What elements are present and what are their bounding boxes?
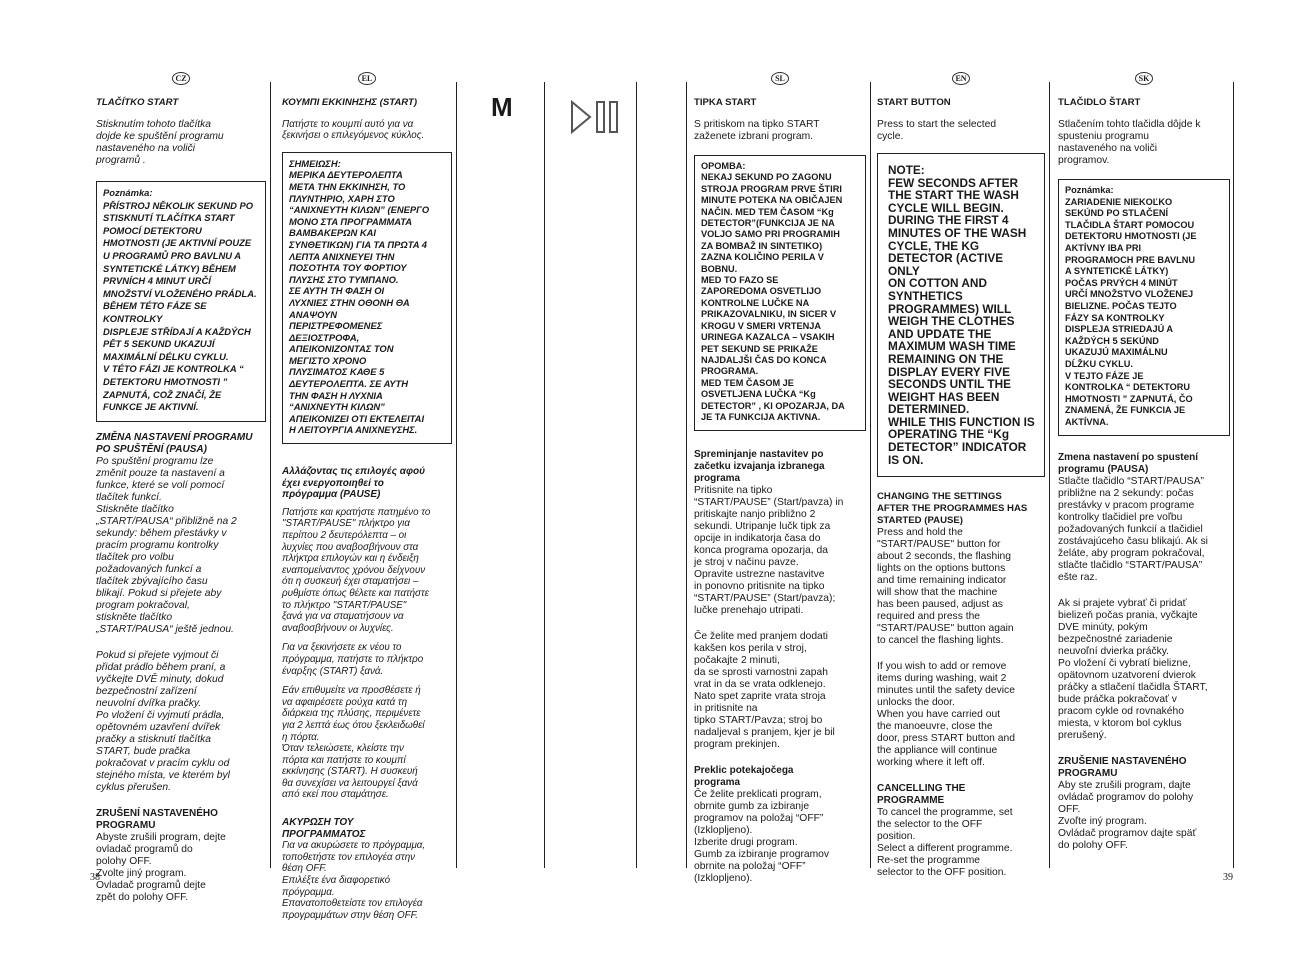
sl-change-text: Pritisnite na tipko “START/PAUSE” (Start/pavza) in pritiskajte nanjo približno 2 sekundi. Utripanje lučk tipk za opcije in indikatorja časa do konca programa opozarja, da je stroj v načinu pavze. Opravite ustrezne nastavitve in ponovno pritisnite na tipko “START/PAUSE” (Start/pavza); lučke prenehajo utripati. — [694, 485, 844, 617]
column-divider — [1233, 82, 1234, 868]
el-cancel-text: Για να ακυρώσετε το πρόγραμμα, τοποθετήστε τον επιλογέα στην θέση OFF. Επιλέξτε ένα διαφορετικό πρόγραμμα. Επανατοποθετείστε τον επιλογέα προγραμμάτων στην θέση OFF. — [282, 840, 426, 921]
sl-change-heading: Spreminjanje nastavitev po začetku izvajanja izbranega programa — [694, 449, 825, 485]
cz-change-heading: ZMĚNA NASTAVENÍ PROGRAMU PO SPUŠTĚNÍ (PAUSA) — [96, 431, 253, 455]
en-remove-text: If you wish to add or remove items during washing, wait 2 minutes until the safety device unlocks the door. When you have carried out the manoeuvre, close the door, press START button and the appliance will continue working where it left off. — [877, 661, 1015, 769]
sk-remove-text: Ak si prajete vybrať či pridať bielizeň počas prania, vyčkajte DVE minúty, pokým bezpečnostné zariadenie neuvoľní dvierka práčky. Po vložení či vybratí bielizne, opätovnom uzatvorení dvierok práčky a stlačení tlačidla ŠTART, bude práčka pokračovať v pracom cykle od rovnakého miesta, v ktorom bol cyklus prerušený. — [1058, 598, 1208, 742]
el-remove-text: Εάν επιθυμείτε να προσθέσετε ή να αφαιρέσετε ρούχα κατά τη διάρκεια της πλύσης, περιμένετε για 2 λεπτά έως ότου ξεκλειδωθεί η πόρτα. Όταν τελειώσετε, κλείστε την πόρτα και πατήστε το κουμπί εκκίνησης (START). Η συσκευή θα συνεχίσει να λειτουργεί ξανά από εκεί που σταμάτησε. — [282, 685, 425, 801]
page-number-right: 39 — [1223, 872, 1233, 883]
sl-intro: S pritiskom na tipko START zaženete izbrani program. — [694, 119, 820, 142]
en-intro: Press to start the selected cycle. — [877, 119, 997, 142]
el-heading: ΚΟΥΜΠΙ ΕΚΚΙΝΗΣΗΣ (START) — [282, 97, 418, 108]
play-pause-icon — [570, 100, 622, 139]
en-heading: START BUTTON — [877, 97, 951, 108]
column-divider — [544, 82, 545, 868]
column-divider — [686, 82, 687, 868]
en-cancel-text: To cancel the programme, set the selector to the OFF position. Select a different programme. Re-set the programme selector to the OFF position. — [877, 807, 1013, 879]
cz-heading: TLAČÍTKO START — [96, 97, 179, 108]
sl-note-box: OPOMBA: NEKAJ SEKUND PO ZAGONU STROJA PROGRAM PRVE ŠTIRI MINUTE POTEKA NA OBIČAJEN NAČIN. MED TEM ČASOM “Kg DETECTOR”(FUNKCIJA JE NA VOLJO SAMO PRI PROGRAMIH ZA BOMBAŽ IN SINTETIKO) ZAZNA KOLIČINO PERILA V BOBNU. MED TO FAZO SE ZAPOREDOMA OSVETLIJO KONTROLNE LUČKE NA PRIKAZOVALNIKU, IN SICER V KROGU V SMERI VRTENJA URINEGA KAZALCA – VSAKIH PET SEKUND SE PRIKAŽE NAJDALJŠI ČAS DO KONCA PROGRAMA. MED TEM ČASOM JE OSVETLJENA LUČKA “Kg DETECTOR” , KI OPOZARJA, DA JE TA FUNKCIJA AKTIVNA. — [694, 155, 866, 431]
el-note-box: ΣΗΜΕΙΩΣΗ: ΜΕΡΙΚΑ ΔΕΥΤΕΡΟΛΕΠΤΑ ΜΕΤΑ ΤΗΝ ΕΚΚΙΝΗΣΗ, ΤΟ ΠΛΥΝΤΗΡΙΟ, ΧΑΡΗ ΣΤΟ “ΑΝΙΧΝΕΥΤΗ ΚΙΛΩΝ” (ΕΝΕΡΓΟ ΜΟΝΟ ΣΤΑ ΠΡΟΓΡΑΜΜΑΤΑ ΒΑΜΒΑΚΕΡΩΝ ΚΑΙ ΣΥΝΘΕΤΙΚΩΝ) ΓΙΑ ΤΑ ΠΡΩΤΑ 4 ΛΕΠΤΑ ΑΝΙΧΝΕΥΕΙ ΤΗΝ ΠΟΣΟΤΗΤΑ ΤΟΥ ΦΟΡΤΙΟΥ ΠΛΥΣΗΣ ΣΤΟ ΤΥΜΠΑΝΟ. ΣΕ ΑΥΤΗ ΤΗ ΦΑΣΗ ΟΙ ΛΥΧΝΙΕΣ ΣΤΗΝ ΟΘΟΝΗ ΘΑ ΑΝΑΨΟΥΝ ΠΕΡΙΣΤΡΕΦΟΜΕΝΕΣ ΔΕΞΙΟΣΤΡΟΦΑ, ΑΠΕΙΚΟΝΙΖΟΝΤΑΣ ΤΟΝ ΜΕΓΙΣΤΟ ΧΡΟΝΟ ΠΛΥΣΙΜΑΤΟΣ ΚΑΘΕ 5 ΔΕΥΤΕΡΟΛΕΠΤΑ. ΣΕ ΑΥΤΗ ΤΗΝ ΦΑΣΗ Η ΛΥΧΝΙΑ “ΑΝΙΧΝΕΥΤΗ ΚΙΛΩΝ” ΑΠΕΙΚΟΝΙΖΕΙ ΟΤΙ ΕΚΤΕΛΕΙΤΑΙ Η ΛΕΙΤΟΥΡΓΙΑ ΑΝΙΧΝΕΥΣΗΣ. — [282, 152, 452, 444]
el-intro: Πατήστε το κουμπί αυτό για να ξεκινήσει ο επιλεγόμενος κύκλος. — [282, 118, 425, 142]
column-divider — [636, 82, 637, 868]
sk-cancel-heading: ZRUŠENIE NASTAVENÉHO PROGRAMU — [1058, 756, 1187, 780]
sl-language-badge: SL — [771, 72, 789, 85]
page-number-left: 38 — [90, 872, 100, 883]
el-column — [282, 72, 452, 929]
sk-intro: Stlačením tohto tlačidla dôjde k spusteniu programu nastaveného na voliči programov. — [1058, 119, 1201, 166]
sk-column — [1058, 72, 1230, 860]
column-divider — [456, 82, 457, 868]
cz-remove-text: Pokud si přejete vyjmout či přidat prádlo během praní, a vyčkejte DVĚ minuty, dokud bezpečnostní zařízení neuvolní dvířka pračky. Po vložení či vyjmutí prádla, opětovném uzavření dvířek pračky a stisknutí tlačítka START, bude pračka pokračovat v pracím cyklu od stejného místa, ve kterém byl cyklus přerušen. — [96, 649, 230, 793]
cz-change-text: Po spuštění programu lze změnit pouze ta nastavení a funkce, které se volí pomocí tlačítek funkcí. Stiskněte tlačítko „START/PAUSA“ přibližně na 2 sekundy: během přestávky v pracím programu kontrolky tlačítek pro volbu požadovaných funkcí a tlačítek zbývajícího času blikají. Pokud si přejete aby program pokračoval, stiskněte tlačítko „START/PAUSA“ ještě jednou. — [96, 455, 237, 635]
en-change-text: Press and hold the "START/PAUSE" button for about 2 seconds, the flashing lights on the options buttons and time remaining indicator will show that the machine has been paused, adjust as required and press the "START/PAUSE" button again to cancel the flashing lights. — [877, 527, 1014, 647]
sl-cancel-heading: Preklic potekajočega programa — [694, 765, 794, 789]
sl-column — [694, 72, 866, 893]
sl-heading: TIPKA START — [694, 97, 757, 108]
sl-cancel-text: Če želite preklicati program, obrnite gumb za izbiranje programov na položaj “OFF” (Izklopljeno). Izberite drugi program. Gumb za izbiranje programov obrnite na položaj “OFF” (Izklopljeno). — [694, 789, 830, 885]
en-language-badge: EN — [952, 72, 970, 85]
el-cancel-heading: ΑΚΥΡΩΣΗ ΤΟΥ ΠΡΟΓΡΑΜΜΑΤΟΣ — [282, 817, 366, 840]
sk-note-box: Poznámka: ZARIADENIE NIEKOĽKO SEKÚND PO STLAČENÍ TLAČIDLA ŠTART POMOCOU DETEKTORU HMOTNOSTI (JE AKTÍVNY IBA PRI PROGRAMOCH PRE BAVLNU A SYNTETICKÉ LÁTKY) POČAS PRVÝCH 4 MINÚT URČÍ MNOŽSTVO VLOŽENEJ BIELIZNE. POČAS TEJTO FÁZY SA KONTROLKY DISPLEJA STRIEDAJÚ A KAŽDÝCH 5 SEKÚND UKAZUJÚ MAXIMÁLNU DĹŽKU CYKLU. V TEJTO FÁZE JE KONTROLKA “ DETEKTORU HMOTNOSTI ” ZAPNUTÁ, ČO ZNAMENÁ, ŽE FUNKCIA JE AKTÍVNA. — [1058, 179, 1230, 436]
el-change-text: Πατήστε και κρατήστε πατημένο το "START/PAUSE" πλήκτρο για περίπου 2 δευτερόλεπτα – οι λυχνίες που αναβοσβήνουν στα πλήκτρα επιλογών και η ένδειξη εναπομείναντος χρόνου δείχνουν ότι η συσκευή έχει σταματήσει – ρυθμίστε όπως θέλετε και πατήστε το πλήκτρο "START/PAUSE" ξανά για να σταματήσουν να αναβοσβήνουν οι λυχνίες. — [282, 506, 431, 634]
el-language-badge: EL — [358, 72, 376, 85]
en-change-heading: CHANGING THE SETTINGS AFTER THE PROGRAMMES HAS STARTED (PAUSE) — [877, 491, 1028, 527]
cz-note-box: Poznámka: PŘÍSTROJ NĚKOLIK SEKUND PO STISKNUTÍ TLAČÍTKA START POMOCÍ DETEKTORU HMOTNOSTI (JE AKTIVNÍ POUZE U PROGRAMŮ PRO BAVLNU A SYNTETICKÉ LÁTKY) BĚHEM PRVNÍCH 4 MINUT URČÍ MNOŽSTVÍ VLOŽENÉHO PRÁDLA. BĚHEM TÉTO FÁZE SE KONTROLKY DISPLEJE STŘÍDAJÍ A KAŽDÝCH PĚT 5 SEKUND UKAZUJÍ MAXIMÁLNÍ DÉLKU CYKLU. V TÉTO FÁZI JE KONTROLKA “ DETEKTORU HMOTNOSTI ” ZAPNUTÁ, COŽ ZNAČÍ, ŽE FUNKCE JE AKTIVNÍ. — [96, 181, 266, 422]
en-cancel-heading: CANCELLING THE PROGRAMME — [877, 783, 966, 807]
en-note-box: NOTE: FEW SECONDS AFTER THE START THE WASH CYCLE WILL BEGIN. DURING THE FIRST 4 MINUTES OF THE WASH CYCLE, THE KG DETECTOR (ACTIVE ONLY ON COTTON AND SYNTHETICS PROGRAMMES) WILL WEIGH THE CLOTHES AND UPDATE THE MAXIMUM WASH TIME REMAINING ON THE DISPLAY EVERY FIVE SECONDS UNTIL THE WEIGHT HAS BEEN DETERMINED. WHILE THIS FUNCTION IS OPERATING THE “Kg DETECTOR” INDICATOR IS ON. — [877, 153, 1045, 477]
column-divider — [270, 82, 271, 868]
sl-remove-text: Če želite med pranjem dodati kakšen kos perila v stroj, počakajte 2 minuti, da se sprosti varnostni zapah vrat in da se vrata odklenejo. Nato spet zaprite vrata stroja in pritisnite na tipko START/Pavza; stroj bo nadaljeval s pranjem, kjer je bil program prekinjen. — [694, 631, 835, 751]
el-restart-text: Για να ξεκινήσετε εκ νέου το πρόγραμμα, πατήστε το πλήκτρο έναρξης (START) ξανά. — [282, 642, 424, 677]
cz-cancel-text: Abyste zrušili program, dejte ovladač programů do polohy OFF. Zvolte jiný program. Ovladač programů dejte zpět do polohy OFF. — [96, 831, 226, 903]
cz-column — [96, 72, 266, 912]
sk-language-badge: SK — [1135, 72, 1153, 85]
cz-language-badge: CZ — [172, 72, 190, 85]
sk-change-text: Stlačte tlačidlo “START/PAUSA” približne na 2 sekundy: počas prestávky v pracom programe kontrolky tlačidiel pre voľbu požadovaných funkcií a tlačidiel zostávajúceho času blikajú. Ak si želáte, aby program pokračoval, stlačte tlačidlo “START/PAUSA” ešte raz. — [1058, 476, 1208, 584]
sk-heading: TLAČIDLO ŠTART — [1058, 97, 1141, 108]
mode-letter: M — [491, 92, 513, 122]
sk-change-heading: Zmena nastavení po spustení programu (PAUSA) — [1058, 452, 1199, 476]
el-change-heading: Αλλάζοντας τις επιλογές αφού έχει ενεργοποιηθεί το πρόγραμμα (PAUSE) — [282, 466, 426, 501]
sk-cancel-text: Aby ste zrušili program, dajte ovládač programov do polohy OFF. Zvoľte iný program. Ovládač programov dajte späť do polohy OFF. — [1058, 780, 1197, 852]
column-divider — [870, 82, 871, 868]
column-divider — [1049, 82, 1050, 868]
en-column — [877, 72, 1045, 887]
cz-intro: Stisknutím tohoto tlačítka dojde ke spuštění programu nastaveného na voliči programů . — [96, 119, 224, 166]
cz-cancel-heading: ZRUŠENÍ NASTAVENÉHO PROGRAMU — [96, 807, 218, 831]
